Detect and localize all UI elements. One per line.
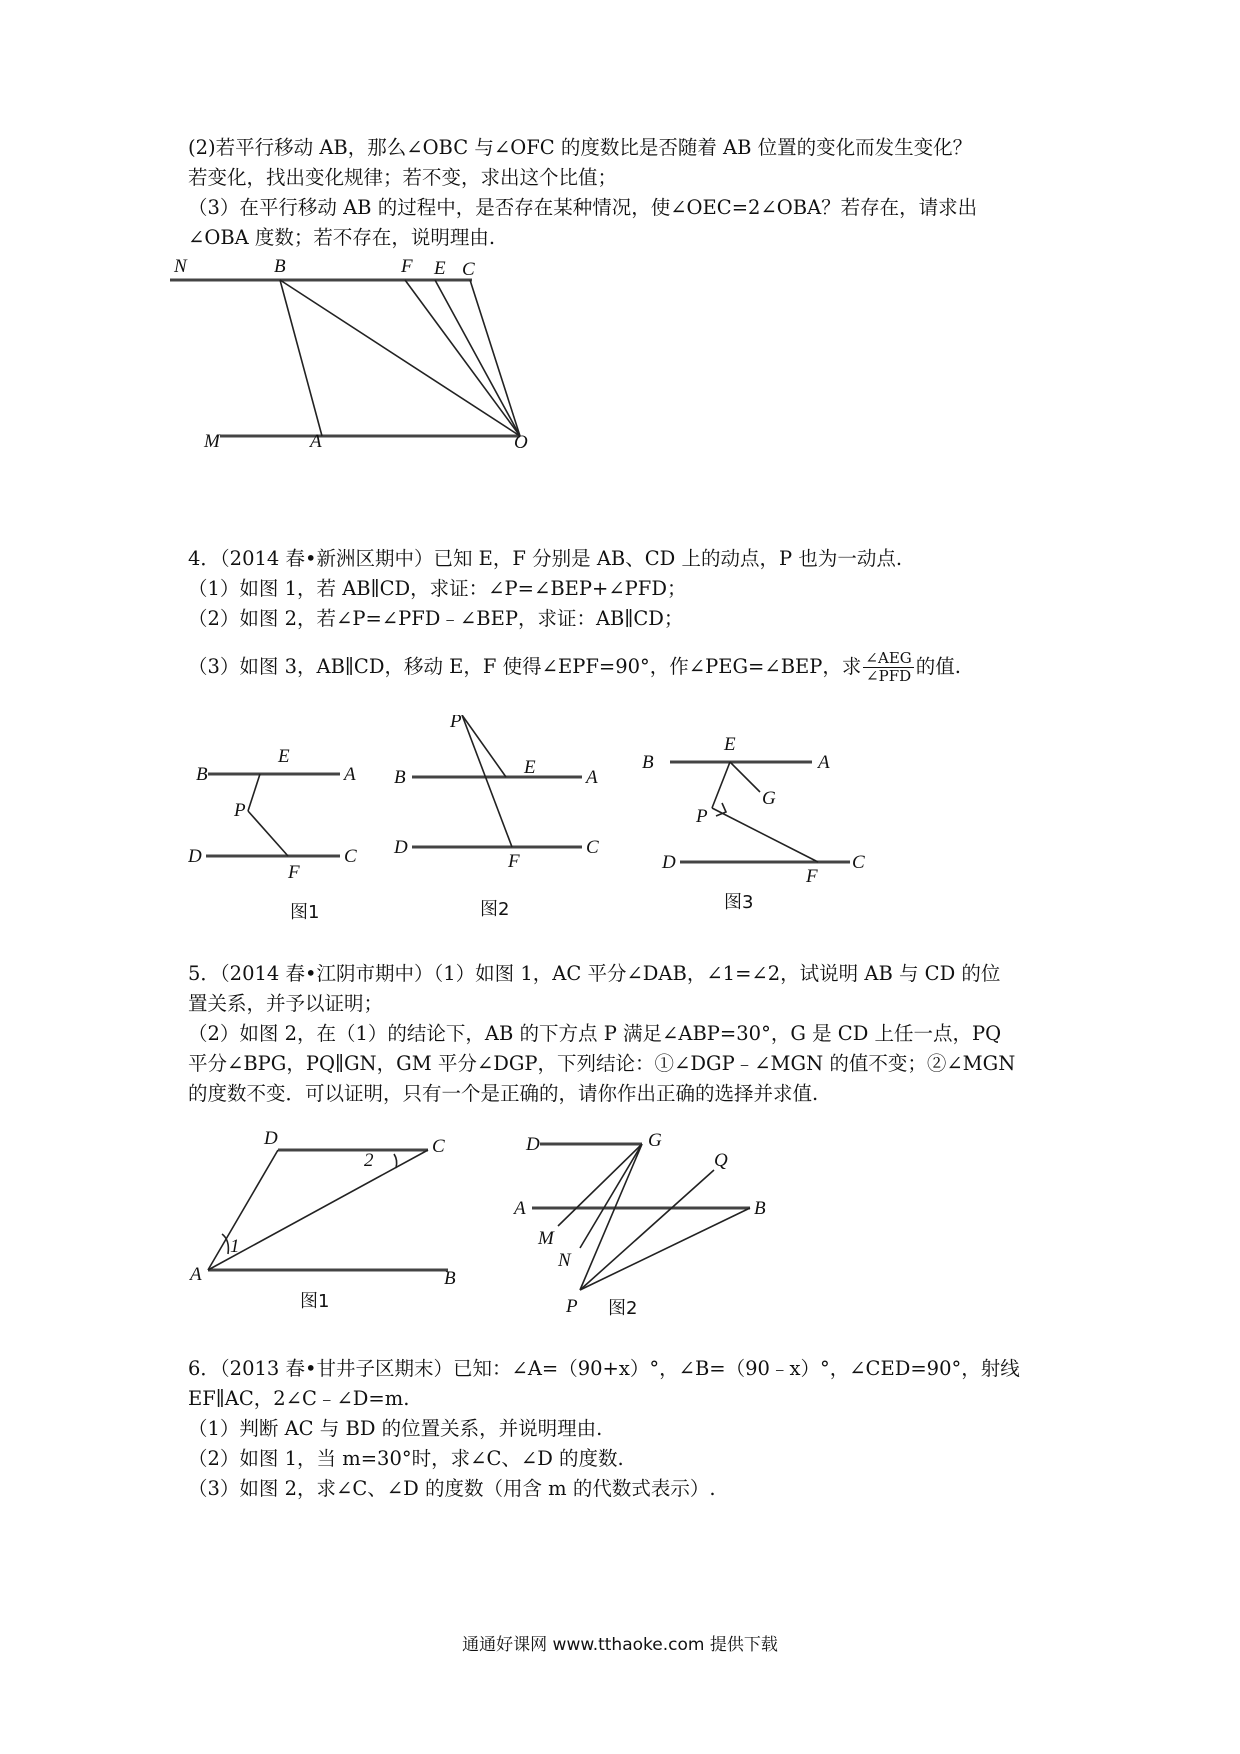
- label-C: C: [432, 1136, 445, 1157]
- label-B: B: [196, 764, 208, 785]
- label-C: C: [852, 852, 865, 873]
- q4-line-4-end: 的值.: [915, 655, 961, 678]
- q4-line-4-text: （3）如图 3，AB∥CD，移动 E，F 使得∠EPF=90°，作∠PEG=∠BEP，求: [188, 655, 862, 678]
- label-N: N: [174, 256, 187, 277]
- label-D: D: [394, 837, 408, 858]
- q5-line-3: （2）如图 2，在（1）的结论下，AB 的下方点 P 满足∠ABP=30°，G 是 CD 上任一点，PQ: [188, 1022, 1002, 1045]
- label-E: E: [524, 757, 536, 778]
- label-F: F: [288, 862, 300, 883]
- q6-line-1: 6．（2013 春•甘井子区期末）已知：∠A=（90+x）°，∠B=（90﹣x）°，∠CED=90°，射线: [188, 1357, 1020, 1380]
- label-A: A: [344, 764, 356, 785]
- label-B: B: [642, 752, 654, 773]
- label-E: E: [724, 734, 736, 755]
- q3-line-2: 若变化，找出变化规律；若不变，求出这个比值；: [188, 166, 618, 189]
- fraction-numerator: ∠AEG: [865, 649, 912, 667]
- q4-line-4: [188, 650, 961, 685]
- angle-fraction: [863, 650, 913, 685]
- label-G: G: [648, 1130, 662, 1151]
- label-1: 1: [230, 1236, 240, 1257]
- label-A: A: [818, 752, 830, 773]
- q5-line-4: 平分∠BPG，PQ∥GN，GM 平分∠DGP，下列结论：①∠DGP﹣∠MGN 的值不变；②∠MGN: [188, 1052, 1016, 1075]
- label-C: C: [586, 837, 599, 858]
- q4-line-1: 4．（2014 春•新洲区期中）已知 E，F 分别是 AB、CD 上的动点，P 也为一动点.: [188, 547, 903, 570]
- q6-line-3: （1）判断 AC 与 BD 的位置关系，并说明理由.: [188, 1417, 603, 1440]
- q6-line-5: （3）如图 2，求∠C、∠D 的度数（用含 m 的代数式表示）.: [188, 1477, 716, 1500]
- label-F: F: [806, 866, 818, 887]
- q5-line-5: 的度数不变．可以证明，只有一个是正确的，请你作出正确的选择并求值.: [188, 1082, 819, 1105]
- q3-figure: [170, 250, 590, 460]
- label-D: D: [526, 1134, 540, 1155]
- label-B: B: [274, 256, 286, 277]
- label-G: G: [762, 788, 776, 809]
- label-F: F: [508, 851, 520, 872]
- label-C: C: [344, 846, 357, 867]
- caption-fig1: 图1: [290, 902, 320, 923]
- caption-fig1: 图1: [300, 1291, 330, 1312]
- label-B: B: [754, 1198, 766, 1219]
- caption-fig3: 图3: [724, 892, 754, 913]
- label-Q: Q: [714, 1150, 728, 1171]
- q4-figure-2: [392, 715, 602, 930]
- label-P: P: [566, 1296, 578, 1317]
- caption-fig2: 图2: [608, 1298, 638, 1319]
- label-M: M: [538, 1228, 554, 1249]
- q5-line-1: 5．（2014 春•江阴市期中）（1）如图 1，AC 平分∠DAB，∠1=∠2，试说明 AB 与 CD 的位: [188, 962, 1001, 985]
- q3-line-3: （3）在平行移动 AB 的过程中，是否存在某种情况，使∠OEC=2∠OBA？若存在，请求出: [188, 196, 978, 219]
- label-D: D: [264, 1128, 278, 1149]
- label-C: C: [462, 259, 475, 280]
- label-E: E: [434, 258, 446, 279]
- q6-line-2: EF∥AC，2∠C﹣∠D=m.: [188, 1387, 410, 1410]
- fraction-denominator: ∠PFD: [866, 667, 912, 685]
- q4-figure-1: [188, 730, 358, 930]
- q4-figure-3: [640, 730, 880, 920]
- label-D: D: [188, 846, 202, 867]
- q3-line-1: (2)若平行移动 AB，那么∠OBC 与∠OFC 的度数比是否随着 AB 位置的变化而发生变化？: [188, 136, 973, 159]
- label-B: B: [394, 767, 406, 788]
- label-2: 2: [364, 1150, 374, 1171]
- label-F: F: [401, 256, 413, 277]
- label-A: A: [514, 1198, 526, 1219]
- q6-line-4: （2）如图 1，当 m=30°时，求∠C、∠D 的度数.: [188, 1447, 624, 1470]
- caption-fig2: 图2: [480, 899, 510, 920]
- label-A: A: [190, 1264, 202, 1285]
- label-N: N: [558, 1250, 571, 1271]
- label-P: P: [696, 806, 708, 827]
- label-B: B: [444, 1268, 456, 1289]
- label-P: P: [234, 800, 246, 821]
- label-P: P: [450, 715, 462, 732]
- label-A: A: [586, 767, 598, 788]
- q5-figure-2: [500, 1130, 790, 1340]
- label-A: A: [310, 431, 322, 452]
- label-E: E: [278, 746, 290, 767]
- q3-line-4: ∠OBA 度数；若不存在，说明理由.: [188, 226, 496, 249]
- q5-figure-1: [188, 1122, 478, 1312]
- label-O: O: [514, 432, 528, 453]
- label-M: M: [204, 431, 220, 452]
- label-D: D: [662, 852, 676, 873]
- q5-line-2: 置关系，并予以证明；: [188, 992, 384, 1015]
- page-footer: 通通好课网 www.tthaoke.com 提供下载: [462, 1635, 778, 1655]
- q4-line-2: （1）如图 1，若 AB∥CD，求证：∠P=∠BEP+∠PFD；: [188, 577, 687, 600]
- q4-line-3: （2）如图 2，若∠P=∠PFD﹣∠BEP，求证：AB∥CD；: [188, 607, 684, 630]
